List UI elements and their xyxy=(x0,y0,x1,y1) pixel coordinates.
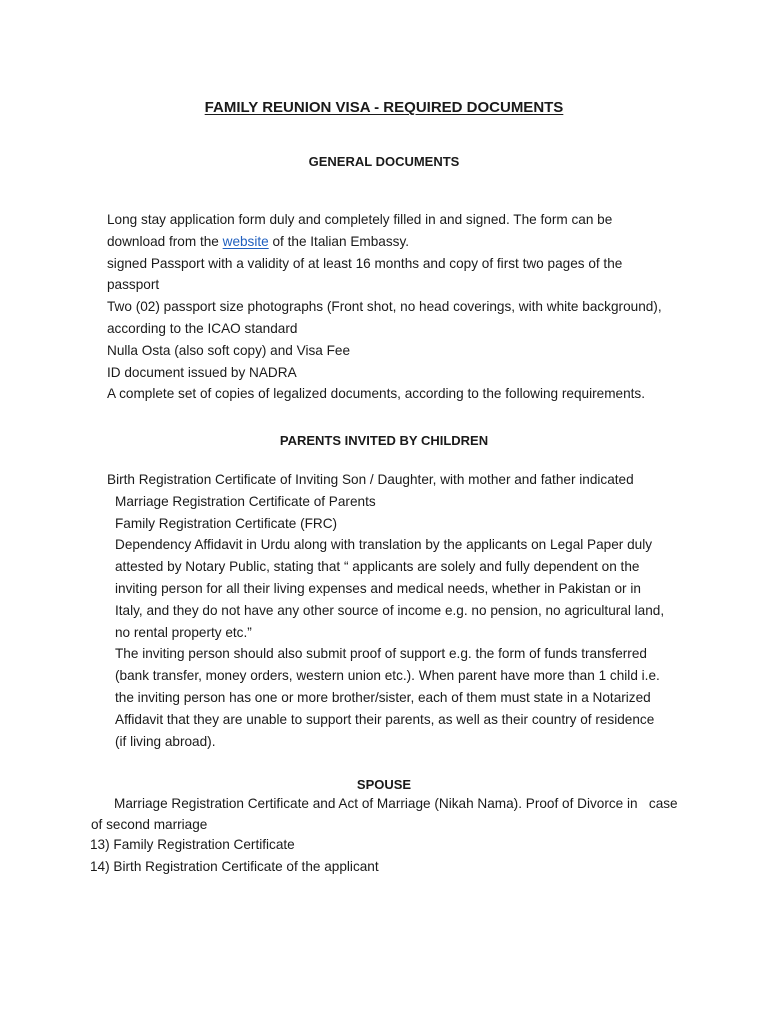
spouse-item-birth-registration: 14) Birth Registration Certificate of the applicant xyxy=(90,859,379,874)
parents-item-affidavit-line4: Italy, and they do not have any other source of income e.g. no pension, no agricultural land, xyxy=(115,602,665,618)
general-item-passport-line1: signed Passport with a validity of at least 16 months and copy of first two pages of the xyxy=(107,255,623,271)
parents-item-affidavit-line3: inviting person for all their living expenses and medical needs, whether in Pakistan or in xyxy=(115,580,641,596)
parents-item-frc: Family Registration Certificate (FRC) xyxy=(115,515,338,531)
spouse-item-marriage-line2: of second marriage xyxy=(91,817,208,832)
parents-item-support-line4: Affidavit that they are unable to support their parents, as well as their country of residence xyxy=(115,711,655,727)
parents-item-affidavit-line2: attested by Notary Public, stating that “ applicants are solely and fully dependent on the xyxy=(115,559,640,575)
general-item-id-document: ID document issued by NADRA xyxy=(107,364,297,380)
general-item-legalized-copies: A complete set of copies of legalized documents, according to the following requirements. xyxy=(107,386,646,402)
parents-item-support-line1: The inviting person should also submit proof of support e.g. the form of funds transferred xyxy=(115,646,647,662)
general-item-passport-line2: passport xyxy=(107,277,160,293)
general-documents-list xyxy=(107,209,697,405)
section-heading-general: GENERAL DOCUMENTS xyxy=(308,154,460,169)
spouse-item-marriage-line1: Marriage Registration Certificate and Act of Marriage (Nikah Nama). Proof of Divorce in case xyxy=(114,796,678,811)
parents-documents-list xyxy=(107,469,697,752)
parents-item-support-line2: (bank transfer, money orders, western union etc.). When parent have more than 1 child i.e. xyxy=(115,668,660,684)
general-item-photographs-line2: according to the ICAO standard xyxy=(107,320,298,336)
website-link[interactable]: website xyxy=(222,233,269,249)
parents-item-support-line3: the inviting person has one or more brother/sister, each of them must state in a Notarized xyxy=(115,689,651,705)
parents-item-affidavit-line5: no rental property etc.” xyxy=(115,624,252,640)
text-segment: download from the xyxy=(107,233,223,249)
general-item-nulla-osta: Nulla Osta (also soft copy) and Visa Fee xyxy=(107,342,351,358)
general-item-application-form-line1: Long stay application form duly and completely filled in and signed. The form can be xyxy=(107,212,613,227)
parents-item-support-line5: (if living abroad). xyxy=(115,733,216,749)
section-heading-parents: PARENTS INVITED BY CHILDREN xyxy=(279,433,489,448)
general-item-photographs-line1: Two (02) passport size photographs (Front shot, no head coverings, with white background), xyxy=(107,299,662,315)
text-segment: of the Italian Embassy. xyxy=(268,233,410,249)
parents-item-affidavit-line1: Dependency Affidavit in Urdu along with translation by the applicants on Legal Paper duly xyxy=(115,537,653,553)
general-item-application-form-line2 xyxy=(107,231,697,253)
parents-item-birth-certificate: Birth Registration Certificate of Inviting Son / Daughter, with mother and father indicated xyxy=(107,472,634,487)
spouse-item-family-registration: 13) Family Registration Certificate xyxy=(90,837,295,852)
page-title: FAMILY REUNION VISA - REQUIRED DOCUMENTS xyxy=(204,99,564,116)
section-heading-spouse: SPOUSE xyxy=(356,777,412,792)
parents-item-marriage-certificate: Marriage Registration Certificate of Parents xyxy=(115,493,376,509)
